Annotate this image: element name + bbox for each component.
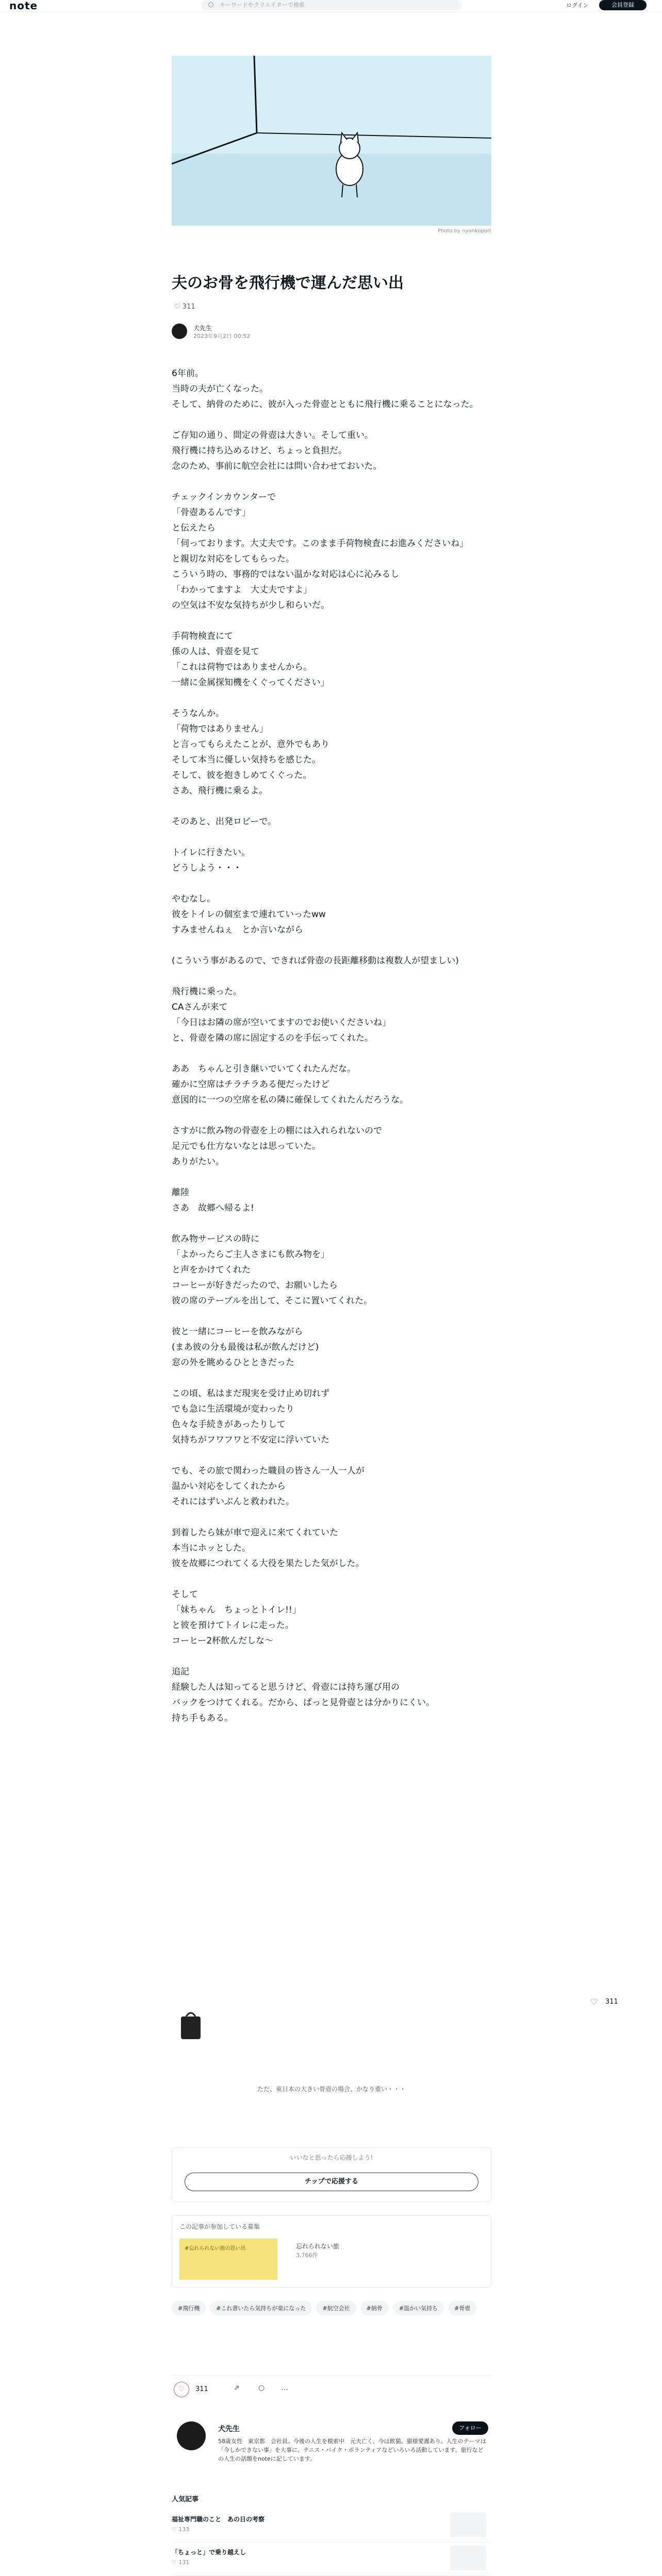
- like-count-top[interactable]: [174, 303, 195, 311]
- avatar[interactable]: [172, 324, 187, 339]
- hashtag-chip[interactable]: #これ書いたら気持ちが楽になった: [210, 2301, 312, 2315]
- heart-icon[interactable]: ♡: [590, 1997, 598, 2007]
- popular-title: 福祉専門職のこと あの日の考察: [172, 2516, 265, 2523]
- article-paragraph: 彼と一緒にコーヒーを飲みながら (まあ彼の分も最後は私が飲んだけど) 窓の外を眺めるひとときだった: [172, 1327, 319, 1368]
- popular-thumbnail: [450, 2546, 486, 2570]
- popular-likes: ♡ 131: [172, 2559, 190, 2566]
- article-paragraph: 手荷物検査にて 係の人は、骨壺を見て 「これは荷物ではありませんから。 一緒に金属探知機をくぐってください」: [172, 631, 329, 688]
- article-title: 夫のお骨を飛行機で運んだ思い出: [172, 274, 404, 292]
- author-bio: 58歳女性 東京都 会社員。今後の人生を模索中 元夫亡く、今は飲猫。猫様愛護あり。人生のテーマは「今しかできない事」を大事に、テニス・バイク・ボランティアなどいろいろ活動しています。旅行などの人生の話題をnoteに記しています。: [218, 2438, 486, 2462]
- contest-thumb-text: #忘れられない旅の思い出: [185, 2246, 246, 2251]
- article-paragraph: ああ ちゃんと引き継いでいてくれたんだな。 確かに空席はチラチラある便だったけど 意図的に一つの空席を私の隣に確保してくれたんだろうな。: [172, 1064, 408, 1105]
- popular-articles: [172, 2494, 491, 2576]
- list-item[interactable]: [172, 2543, 491, 2575]
- signup-button[interactable]: 会員登録: [599, 0, 647, 10]
- article-paragraph: そのあと、出発ロビーで。: [172, 817, 276, 827]
- like-count-bottom: 311: [195, 2385, 208, 2393]
- article-paragraph: さすがに飲み物の骨壺を上の棚には入れられないので 足元でも仕方ないなとは思っていた。 ありがたい。: [172, 1126, 382, 1167]
- like-count-value: 311: [182, 303, 195, 311]
- article-paragraph: チェックインカウンターで 「骨壺あるんです」 と伝えたら 「伺っております。大丈夫です。このまま手荷物検査にお進みくださいね」 と親切な対応をしてもらった。 こういう時の、事務的ではない温かな対応は心に沁みるし 「わかってますよ 大丈夫ですよ」 の空気は不安な気持ちが少し和らいだ。: [172, 492, 469, 611]
- site-header: [0, 0, 662, 12]
- contest-count: 3,766件: [296, 2252, 318, 2259]
- urn-bag-image: [178, 2009, 204, 2040]
- article-paragraph: やむなし。 彼をトイレの個室まで連れていったww すみませんねぇ とか言いながら: [172, 894, 326, 935]
- hero-image: [172, 56, 491, 226]
- popular-like-count: 133: [178, 2526, 190, 2533]
- hashtag-chip[interactable]: #納骨: [360, 2301, 389, 2315]
- photo-credit: Photo by nyankoport: [438, 228, 491, 234]
- article-action-row: [172, 2375, 491, 2396]
- list-item[interactable]: [172, 2510, 491, 2543]
- popular-likes: ♡ 133: [172, 2526, 190, 2533]
- note-logo[interactable]: note: [9, 0, 38, 12]
- support-box: [172, 2147, 491, 2202]
- publish-date: 2023年9月2日 00:52: [193, 333, 251, 340]
- follow-button[interactable]: フォロー: [452, 2421, 488, 2435]
- article-paragraph: そうなんか。 「荷物ではありません」 と言ってもらえたことが、意外でもあり そして本当に優しい気持ちを感じた。 そして、彼を抱きしめてくぐった。 さあ、飛行機に乗るよ。: [172, 708, 329, 796]
- article-paragraph: 飛行機に乗った。 CAさんが来て 「今日はお隣の席が空いてますのでお使いくださいね」 と、骨壺を隣の席に固定するのを手伝ってくれた。: [172, 987, 391, 1043]
- like-count-side: 311: [605, 1998, 618, 2006]
- floating-like-bar: [588, 1994, 644, 2009]
- article-paragraph: (こういう事があるので、できれば骨壺の長距離移動は複数人が望ましい): [172, 956, 459, 966]
- heart-icon: ♡: [174, 303, 180, 311]
- author-card-name[interactable]: 犬先生: [218, 2425, 240, 2433]
- article-paragraph: 離陸 さあ 故郷へ帰るよ!: [172, 1188, 254, 1213]
- comment-icon[interactable]: ○: [258, 2384, 265, 2392]
- more-icon[interactable]: …: [281, 2384, 288, 2392]
- contest-box[interactable]: [172, 2215, 491, 2287]
- login-link[interactable]: ログイン: [566, 2, 589, 9]
- search-icon: [208, 2, 213, 7]
- popular-thumbnail: [450, 2513, 486, 2537]
- article-paragraph: 追記 経験した人は知ってると思うけど、骨壺には持ち運び用の バックをつけてくれる。だから、ぱっと見骨壺とは分かりにくい。 持ち手もある。: [172, 1667, 435, 1723]
- author-info[interactable]: [172, 324, 378, 344]
- article-paragraph: 到着したら妹が車で迎えに来てくれていた 本当にホッとした。 彼を故郷につれてくる大役を果たした気がした。: [172, 1528, 365, 1569]
- contest-thumbnail[interactable]: [179, 2239, 277, 2280]
- avatar[interactable]: [177, 2421, 206, 2450]
- hashtag-chip[interactable]: #飛行機: [172, 2301, 206, 2315]
- article-paragraph: この頃、私はまだ現実を受け止め切れず でも急に生活環境が変わったり 色々な手続きがあったりして 気持ちがフワフワと不安定に浮いていた: [172, 1388, 329, 1445]
- contest-name[interactable]: 忘れられない旅: [296, 2243, 340, 2250]
- contest-label: この記事が参加している募集: [179, 2223, 260, 2230]
- article-body: [172, 366, 491, 1741]
- tip-button[interactable]: チップで応援する: [185, 2173, 478, 2191]
- article-paragraph: でも、その旅で関わった職員の皆さん一人一人が 温かい対応をしてくれたから それにはずいぶんと救われた。: [172, 1466, 365, 1507]
- hashtag-chip[interactable]: #航空会社: [316, 2301, 356, 2315]
- like-button[interactable]: ♡: [174, 2382, 189, 2397]
- article-paragraph: 飲み物サービスの時に 「よかったらご主人さまにも飲み物を」 と声をかけてくれた コーヒーが好きだったので、お願いしたら 彼の席のテーブルを出して、そこに置いてくれた。: [172, 1234, 373, 1306]
- popular-title: 「ちょっと」で乗り越えし: [172, 2549, 246, 2556]
- article-paragraph: 6年前。 当時の夫が亡くなった。 そして、納骨のために、彼が入った骨壺とともに飛行機に乗ることになった。: [172, 368, 478, 410]
- author-card: [172, 2416, 491, 2478]
- support-lead: いいなと思ったら応援しよう!: [290, 2154, 373, 2161]
- search-input[interactable]: [201, 0, 462, 10]
- search-placeholder: キーワードやクリエイターで検索: [220, 2, 305, 8]
- hashtag-chip[interactable]: #温かい気持ち: [393, 2301, 444, 2315]
- article-paragraph: トイレに行きたい。 どうしよう・・・: [172, 848, 251, 873]
- article-paragraph: そして 「妹ちゃん ちょっとトイレ!!」 と彼を預けてトイレに走った。 コーヒー2杯飲んだしな〜: [172, 1589, 301, 1646]
- popular-like-count: 131: [178, 2559, 190, 2566]
- hashtag-list: [172, 2301, 491, 2321]
- image-caption: ただ、東日本の大きい骨壺の場合、かなり重い・・・: [257, 2086, 406, 2093]
- share-icon[interactable]: ⇗: [234, 2384, 240, 2392]
- article-paragraph: ご存知の通り、間定の骨壺は大きい。そして重い。 飛行機に持ち込めるけど、ちょっと負担だ。 念のため、事前に航空会社には問い合わせておいた。: [172, 430, 382, 471]
- popular-heading: 人気記事: [172, 2496, 199, 2503]
- hashtag-chip[interactable]: #骨壺: [448, 2301, 476, 2315]
- cat-illustration: [172, 56, 491, 226]
- author-name[interactable]: 犬先生: [193, 325, 212, 332]
